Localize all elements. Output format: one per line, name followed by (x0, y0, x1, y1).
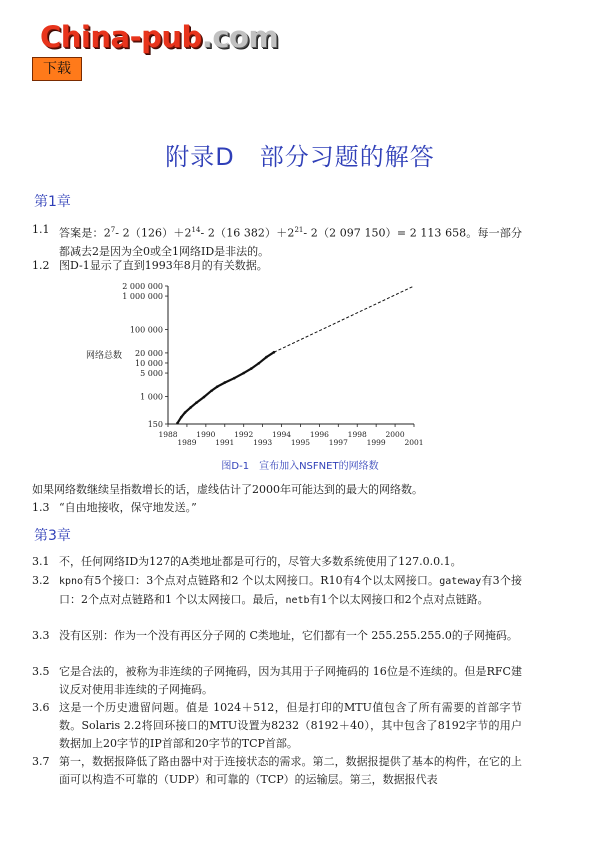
x-tick-label: 2001 (404, 438, 424, 447)
answer-number: 3.2 (32, 574, 50, 587)
answer-text: kpno有5个接口：3个点对点链路和2 个以太网接口。R10有4个以太网接口。gateway有3个接口：2个点对点链路和1 个以太网接口。最后，netb有1个以太网接口和2个点对点链路。 (59, 574, 522, 606)
x-tick-label: 1988 (158, 430, 178, 439)
y-tick-label: 100 000 (129, 325, 163, 335)
answer-text: 不，任何网络ID为127的A类地址都是可行的，尽管大多数系统使用了127.0.0.1。 (59, 555, 462, 568)
data-point (176, 422, 179, 425)
y-tick-label: 2 000 000 (122, 282, 163, 291)
data-point (223, 381, 226, 384)
page-title: 附录D 部分习题的解答 (165, 143, 435, 171)
answer-number: 3.7 (32, 755, 50, 768)
answer-text: 第一，数据报降低了路由器中对于连接状态的需求。第二，数据报提供了基本的构件，在它的上面可以构造不可靠的（UDP）和可靠的（TCP）的运输层。第三，数据报代表 (59, 755, 522, 786)
answer-number: 1.1 (32, 223, 50, 236)
download-button[interactable]: 下载 (32, 57, 82, 81)
answer-1-2 (32, 257, 522, 275)
x-tick-label: 1994 (271, 430, 292, 439)
data-point (195, 401, 198, 404)
answer-number: 1.3 (32, 501, 50, 514)
answer-number: 3.3 (32, 629, 50, 642)
data-point (233, 377, 236, 380)
x-tick-label: 1990 (196, 430, 216, 439)
data-point (258, 362, 261, 365)
data-point (180, 416, 183, 419)
data-point (250, 367, 253, 370)
data-point (203, 396, 206, 399)
y-tick-label: 1 000 (140, 392, 163, 402)
y-ticks (122, 282, 168, 429)
x-tick-label: 1995 (290, 438, 311, 447)
logo-dot-com-text: .com (201, 20, 279, 54)
y-axis-label: 网络总数 (86, 351, 123, 361)
estimate-dashed-line (274, 286, 414, 352)
x-tick-label: 1998 (347, 430, 367, 439)
chart-axes (168, 286, 414, 424)
chart-series (176, 286, 414, 424)
answer-number: 3.6 (32, 701, 50, 714)
network-growth-chart (0, 278, 600, 448)
answer-3-1 (32, 553, 522, 571)
paragraph-estimate: 如果网络数继续呈指数增长的话，虚线估计了2000年可能达到的最大的网络数。 (32, 483, 423, 496)
x-tick-label: 1993 (253, 438, 273, 447)
answer-number: 3.1 (32, 555, 50, 568)
china-pub-logo[interactable] (40, 20, 278, 54)
chapter-3-heading: 第3章 (34, 528, 71, 544)
answer-3-2 (32, 572, 522, 610)
data-point (265, 356, 268, 359)
x-ticks (158, 424, 423, 447)
y-tick-label: 150 (147, 420, 163, 429)
chapter-1-heading: 第1章 (34, 194, 71, 210)
answer-3-5 (32, 663, 522, 699)
data-point (184, 411, 187, 414)
answer-1-1 (32, 221, 522, 261)
data-point (210, 389, 213, 392)
x-tick-label: 1999 (366, 438, 386, 447)
answer-text: 答案是：$2^7-$ $2(126)+2^{14}-$ 2（16 $382)+2^{21}-$ 2（2 097 150）= 2 113 658。每一部分都减去2是因为全0或全1网络ID是非法的。 (59, 226, 523, 258)
answer-text: 它是合法的，被称为非连续的子网掩码，因为其用于子网掩码的 16位是不连续的。但是RFC建议反对使用非连续的子网掩码。 (59, 665, 522, 696)
data-point (189, 406, 192, 409)
x-tick-label: 1997 (328, 438, 348, 447)
answer-3-3 (32, 627, 522, 645)
x-tick-label: 1991 (215, 438, 235, 447)
x-tick-label: 1992 (234, 430, 254, 439)
x-tick-label: 1989 (177, 438, 197, 447)
answer-number: 3.5 (32, 665, 50, 678)
x-tick-label: 2000 (385, 430, 405, 439)
y-tick-label: 1 000 000 (122, 292, 163, 302)
answer-text: 图D-1显示了直到1993年8月的有关数据。 (59, 259, 268, 272)
figure-caption: 图D-1 宣布加入NSFNET的网络数 (221, 461, 379, 472)
answer-3-6 (32, 699, 522, 753)
answer-number: 1.2 (32, 259, 50, 272)
answer-1-3 (32, 499, 522, 517)
y-tick-label: 5 000 (140, 369, 163, 379)
data-point (216, 385, 219, 388)
x-tick-label: 1996 (309, 430, 329, 439)
logo-main-text: China-pub (40, 20, 202, 54)
answer-text: 没有区别：作为一个没有再区分子网的 C类地址，它们都有一个 255.255.255.0的子网掩码。 (59, 629, 518, 642)
answer-text: “自由地接收，保守地发送。” (59, 501, 197, 514)
y-tick-label: 20 000 (135, 348, 163, 358)
answer-3-7 (32, 753, 522, 789)
data-point (242, 372, 245, 375)
y-tick-label: 10 000 (135, 358, 163, 368)
answer-text: 这是一个历史遗留问题。值是 1024＋512，但是打印的MTU值包含了所有需要的首部字节数。Solaris 2.2将回环接口的MTU设置为8232（8192＋40），其中包含了8192字节的用户数据加上20字节的IP首部和20字节的TCP首部。 (59, 701, 522, 750)
